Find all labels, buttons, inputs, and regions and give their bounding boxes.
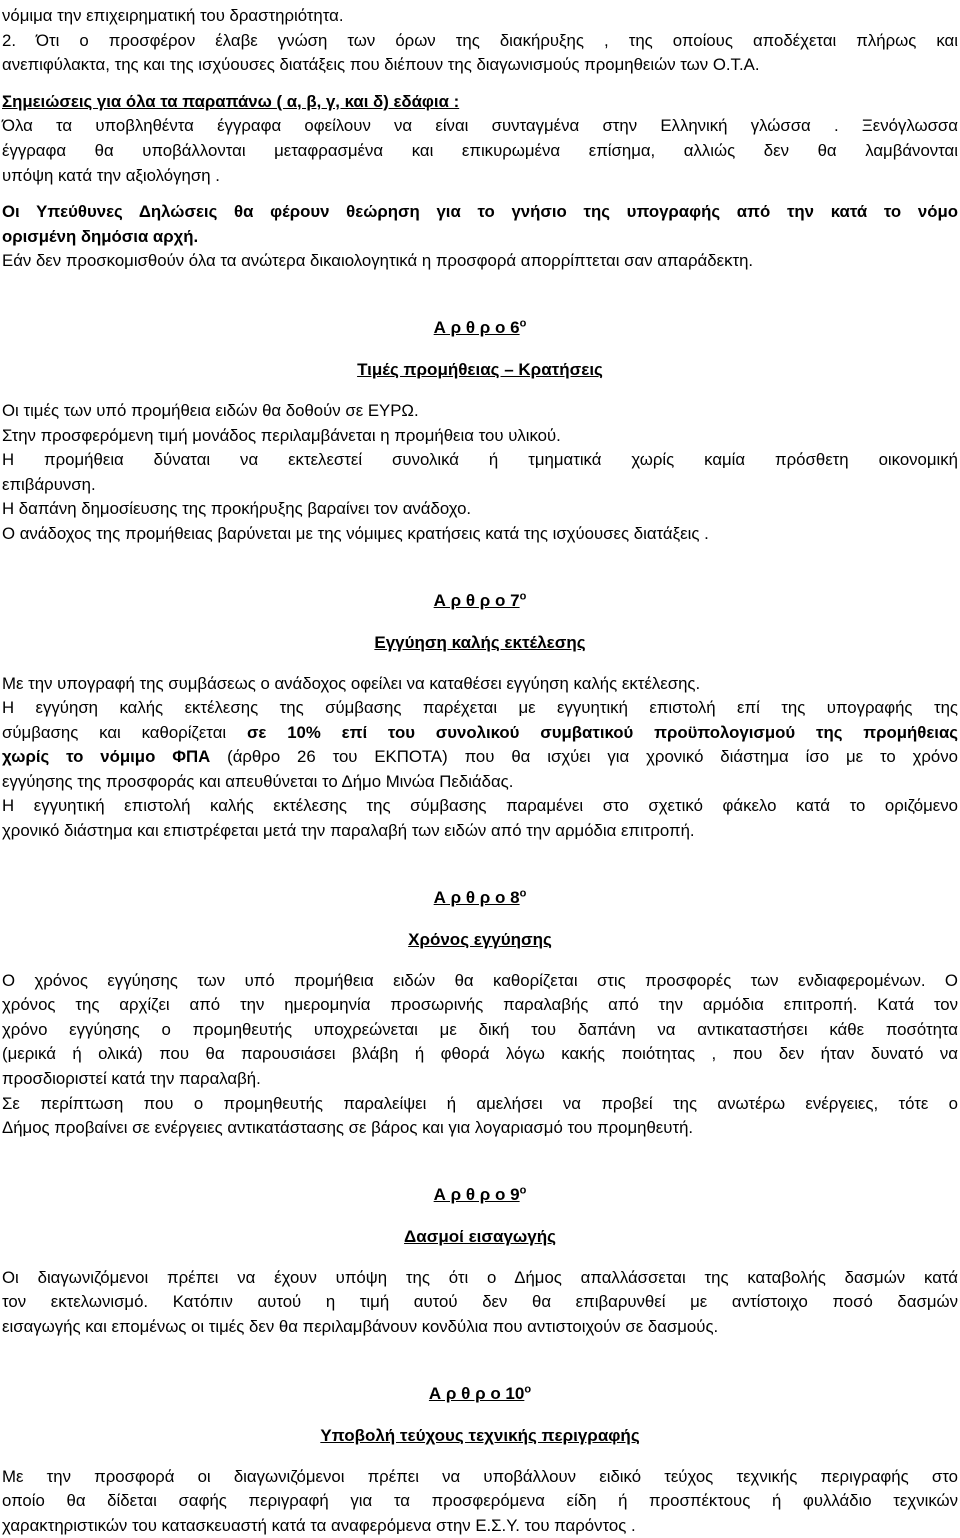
article-6-title [0,315,960,340]
text-line: Η δαπάνη δημοσίευσης της προκήρυξης βαραίνει τον ανάδοχο. [2,499,472,519]
text-line: Δήμος προβαίνει σε ενέργειες αντικατάστασης σε βάρος και για λογαριασμό του προμηθευτή. [2,1118,694,1138]
text-line: χαρακτηριστικών του κατασκευαστή κατά τα αναφερόμενα στην Ε.Σ.Υ. του παρόντος . [2,1515,636,1535]
text-line: εγγύησης της προσφοράς και απευθύνεται το Δήμο Μινώα Πεδιάδας. [2,771,514,791]
text-line: έγγραφα θα υποβάλλονται μεταφρασμένα και επικυρωμένα επίσημα, αλλιώς δεν θα λαμβάνονται [2,140,958,160]
text-line: ανεπιφύλακτα, της και της ισχύουσες διατάξεις που διέπουν της διαγωνισμούς προμηθειών των Ο.Τ.Α. [2,55,760,75]
text-line [0,721,960,746]
text-line: Εάν δεν προσκομισθούν όλα τα ανώτερα δικαιολογητικά η προσφορά απορρίπτεται σαν απαράδεκτη. [2,251,754,271]
article-6-subtitle [0,357,960,382]
text-line: τον εκτελωνισμό. Κατόπιν αυτού η τιμή αυτού δεν θα επιβαρυνθεί με αντίστοιχο ποσό δασμών [2,1292,958,1312]
text-line: επιβάρυνση. [2,474,96,494]
text-line: 2. Ότι ο προσφέρον έλαβε γνώση των όρων της διακήρυξης , της οποίους αποδέχεται πλήρως και [2,30,958,50]
article-9-title [0,1182,960,1207]
text-line: προσδιοριστεί κατά την παραλαβή. [2,1069,261,1089]
text-line: Η προμήθεια δύναται να εκτελεστεί συνολικά ή τμηματικά χωρίς καμία πρόσθετη οικονομική [2,450,958,470]
article-number: Α ρ θ ρ ο 7 [433,590,520,610]
notes-heading: Σημειώσεις για όλα τα παραπάνω ( α, β, γ, και δ) εδάφια : [2,91,460,111]
text-line: Η εγγύηση καλής εκτέλεσης της σύμβασης παρέχεται με εγγυητική επιστολή επί της υπογραφής της [2,698,958,718]
article-number: Α ρ θ ρ ο 10 [428,1383,525,1403]
article-8-subtitle [0,927,960,952]
text-segment-bold: χωρίς το νόμιμο ΦΠΑ [2,747,211,767]
article-superscript: ο [519,1184,527,1197]
text-line: (μερικά ή ολικά) που θα παρουσιάσει βλάβη ή φθορά λόγω κακής ποιότητας , που δεν ήταν δυνατό να [2,1044,958,1064]
article-10-title [0,1381,960,1406]
article-9-subtitle [0,1224,960,1249]
article-superscript: ο [524,1382,532,1395]
article-number: Α ρ θ ρ ο 6 [433,317,520,337]
article-7-title [0,588,960,613]
text-line: Σε περίπτωση που ο προμηθευτής παραλείψει ή αμελήσει να προβεί της ανωτέρω ενέργειες, τότε ο [2,1093,958,1113]
subtitle-text: Χρόνος εγγύησης [408,929,552,949]
text-segment-bold: σε 10% επί του συνολικού συμβατικού προϋπολογισμού της προμήθειας [246,722,958,742]
text-line: χρονικό διάστημα και επιστρέφεται μετά την παραλαβή των ειδών από την αρμόδια επιτροπή. [2,821,695,841]
text-line: Με την προσφορά οι διαγωνιζόμενοι πρέπει να υποβάλλουν ειδικό τεύχος τεχνικής περιγραφής στο [2,1466,958,1486]
text-line: Όλα τα υποβληθέντα έγγραφα οφείλουν να είναι συνταγμένα στην Ελληνική γλώσσα . Ξενόγλωσσα [2,116,958,136]
text-segment: σύμβασης και καθορίζεται [2,722,247,742]
text-line: εισαγωγής και επομένως οι τιμές δεν θα περιλαμβάνουν κονδύλια που αντιστοιχούν σε δασμούς. [2,1317,719,1336]
article-superscript: ο [519,589,527,602]
subtitle-text: Υποβολή τεύχους τεχνικής περιγραφής [320,1425,640,1445]
text-line: νόμιμα την επιχειρηματική του δραστηριότητα. [2,6,344,25]
text-line: Ο ανάδοχος της προμήθειας βαρύνεται με της νόμιμες κρατήσεις κατά της ισχύουσες διατάξεις . [2,523,709,543]
text-line: χρόνο εγγύησης ο προμηθευτής υποχρεώνεται με δική του δαπάνη να αντικαταστήσει κάθε ποσότητα [2,1019,958,1039]
text-line: Με την υπογραφή της συμβάσεως ο ανάδοχος οφείλει να καταθέσει εγγύηση καλής εκτέλεσης. [2,673,701,693]
article-8-title [0,885,960,910]
article-superscript: ο [519,887,527,899]
text-line: Η εγγυητική επιστολή καλής εκτέλεσης της σύμβασης παραμένει στο σχετικό φάκελο κατά το οριζόμενο [2,796,958,816]
text-line: υπόψη κατά την αξιολόγηση . [2,165,220,185]
article-superscript: ο [519,317,527,330]
subtitle-text: Δασμοί εισαγωγής [404,1226,556,1246]
text-line: Οι Υπεύθυνες Δηλώσεις θα φέρουν θεώρηση για το γνήσιο της υπογραφής από την κατά το νόμο [2,202,958,222]
article-number: Α ρ θ ρ ο 8 [433,887,520,907]
text-line: οποίο θα δίδεται σαφής περιγραφή για τα προσφερόμενα είδη ή προσπέκτους ή φυλλάδιο τεχνικών [2,1491,958,1511]
text-segment: (άρθρο 26 του ΕΚΠΟΤΑ) που θα ισχύει για χρονικό διάστημα ίσο με το χρόνο [210,747,958,767]
text-line: Ο χρόνος εγγύησης των υπό προμήθεια ειδών θα καθορίζεται στις προσφορές των ενδιαφερομένων. Ο [2,970,958,990]
text-line: χρόνος της αρχίζει από την ημερομηνία προσωρινής παραλαβής από την αρμόδια επιτροπή. Κατά τον [2,995,958,1015]
text-line [0,745,960,770]
text-line: Οι διαγωνιζόμενοι πρέπει να έχουν υπόψη της ότι ο Δήμος απαλλάσσεται της καταβολής δασμών κατά [2,1267,958,1287]
text-line: ορισμένη δημόσια αρχή. [2,226,199,246]
subtitle-text: Τιμές προμήθειας – Κρατήσεις [357,359,603,379]
text-line: Στην προσφερόμενη τιμή μονάδος περιλαμβάνεται η προμήθεια του υλικού. [2,425,561,445]
article-number: Α ρ θ ρ ο 9 [433,1184,520,1204]
article-7-subtitle [0,630,960,655]
subtitle-text: Εγγύηση καλής εκτέλεσης [374,632,586,652]
text-line: Οι τιμές των υπό προμήθεια ειδών θα δοθούν σε ΕΥΡΩ. [2,400,419,420]
